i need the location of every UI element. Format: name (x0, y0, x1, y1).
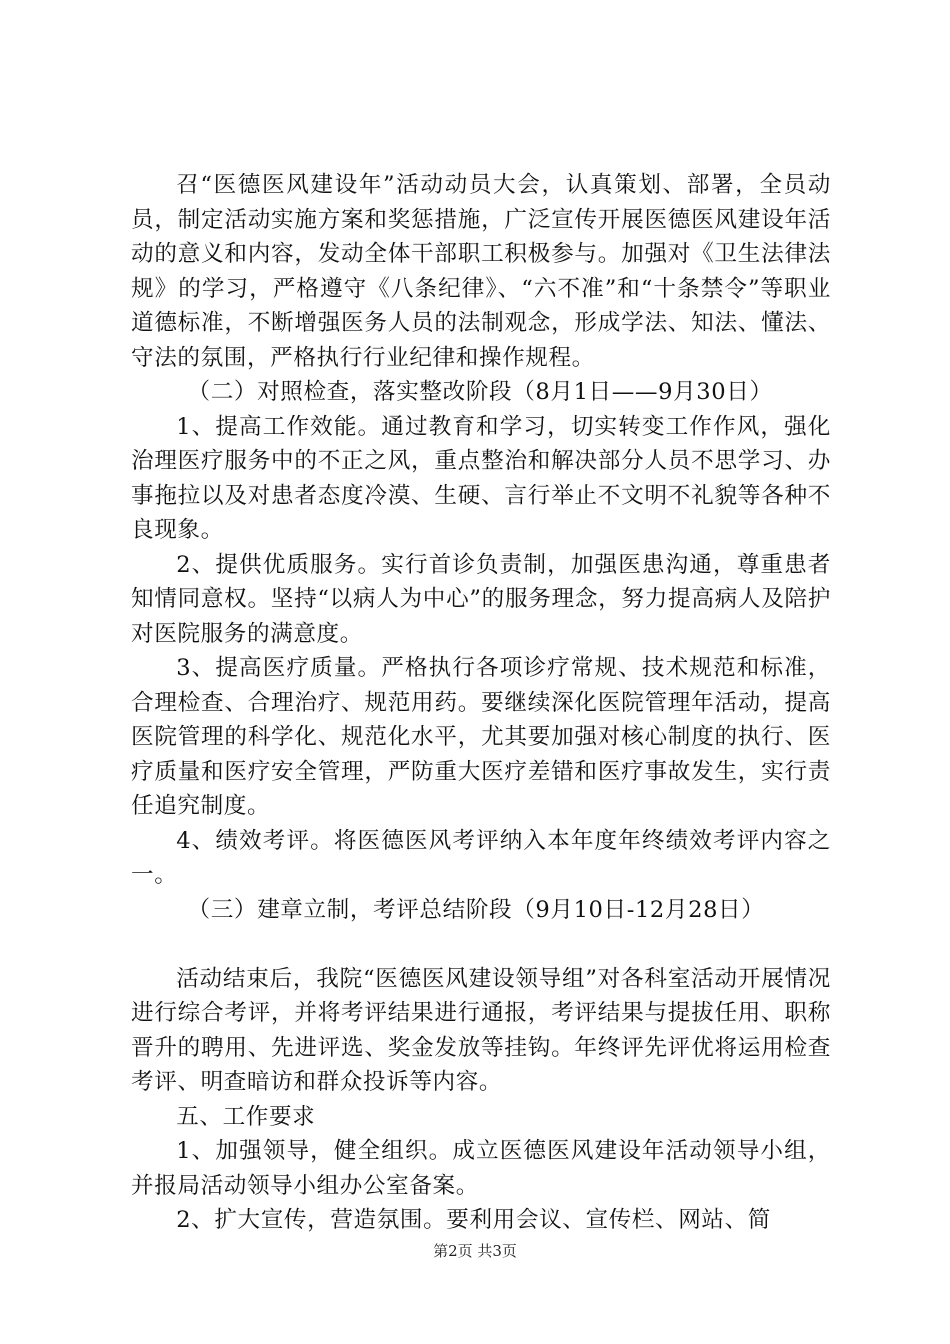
paragraph-evaluation: 活动结束后，我院“医德医风建设领导组”对各科室活动开展情况进行综合考评，并将考评结果进行通报，考评结果与提拔任用、职称晋升的聘用、先进评选、奖金发放等挂钩。年终评先评优将运用检查考评、明查暗访和群众投诉等内容。 (131, 965, 831, 1095)
blank-line (131, 927, 831, 962)
paragraph-medical-quality: 3、提高医疗质量。严格执行各项诊疗常规、技术规范和标准，合理检查、合理治疗、规范用药。要继续深化医院管理年活动，提高医院管理的科学化、规范化水平，尤其要加强对核心制度的执行、医疗质量和医疗安全管理，严防重大医疗差错和医疗事故发生，实行责任追究制度。 (131, 655, 831, 819)
section-heading-requirements: 五、工作要求 (176, 1103, 316, 1130)
paragraph-leadership: 1、加强领导，健全组织。成立医德医风建设年活动领导小组，并报局活动领导小组办公室备案。 (131, 1138, 831, 1199)
section-heading-stage-two: （二）对照检查，落实整改阶段（8月1日——9月30日） (187, 379, 773, 405)
page-number-footer: 第2页 共3页 (433, 1242, 517, 1260)
paragraph-efficiency: 1、提高工作效能。通过教育和学习，切实转变工作作风，强化治理医疗服务中的不正之风，重点整治和解决部分人员不思学习、办事拖拉以及对患者态度冷漠、生硬、言行举止不文明不礼貌等各种不良现象。 (131, 413, 831, 543)
section-heading-stage-three: （三）建章立制，考评总结阶段（9月10日-12月28日） (187, 896, 765, 923)
document-body (131, 168, 831, 1238)
paragraph-publicity: 2、扩大宣传，营造氛围。要利用会议、宣传栏、网站、简 (176, 1207, 772, 1233)
paragraph-mobilization: 召“医德医风建设年”活动动员大会，认真策划、部署，全员动员，制定活动实施方案和奖惩措施，广泛宣传开展医德医风建设年活动的意义和内容，发动全体干部职工积极参与。加强对《卫生法律法规》的学习，严格遵守《八条纪律》、“六不准”和“十条禁令”等职业道德标准，不断增强医务人员的法制观念，形成学法、知法、懂法、守法的氛围，严格执行行业纪律和操作规程。 (131, 172, 831, 371)
paragraph-quality-service: 2、提供优质服务。实行首诊负责制，加强医患沟通，尊重患者知情同意权。坚持“以病人为中心”的服务理念，努力提高病人及陪护对医院服务的满意度。 (131, 551, 831, 647)
paragraph-performance-review: 4、绩效考评。将医德医风考评纳入本年度年终绩效考评内容之一。 (131, 827, 831, 888)
